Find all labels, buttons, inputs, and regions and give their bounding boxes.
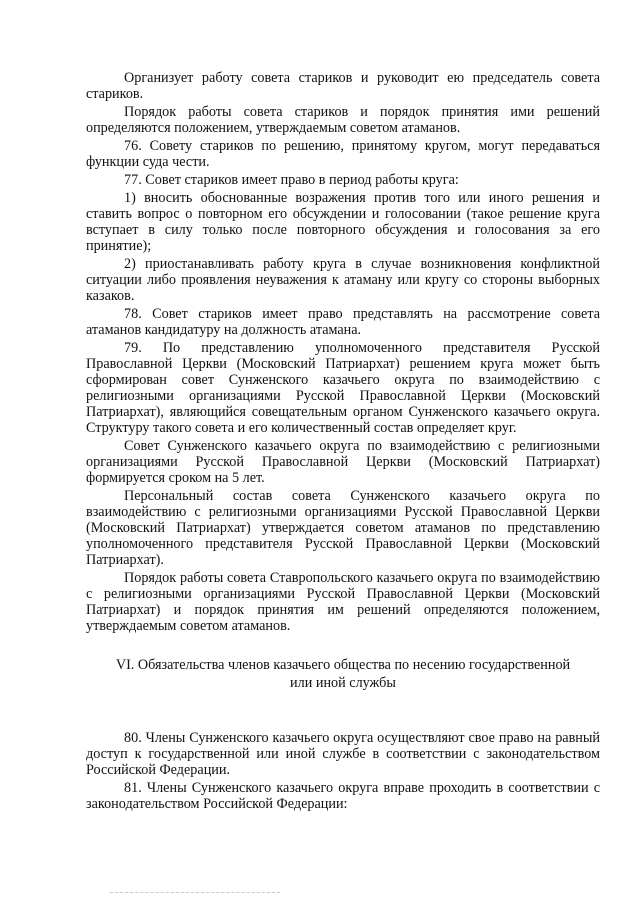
section-heading-line: VI. Обязательства членов казачьего общества по несению государственной bbox=[115, 657, 571, 673]
paragraph: 76. Совету стариков по решению, принятому кругом, могут передаваться функции суда чести. bbox=[86, 138, 600, 170]
paragraph: Порядок работы совета стариков и порядок принятия ими решений определяются положением, утверждаемым советом атаманов. bbox=[86, 104, 600, 136]
paragraph: 80. Члены Сунженского казачьего округа осуществляют свое право на равный доступ к государственной или иной службе в соответствии с законодательством Российской Федерации. bbox=[86, 730, 600, 778]
paragraph: 81. Члены Сунженского казачьего округа вправе проходить в соответствии с законодательством Российской Федерации: bbox=[86, 780, 600, 812]
paragraph: 77. Совет стариков имеет право в период работы круга: bbox=[124, 172, 459, 188]
document-body bbox=[86, 70, 600, 814]
paragraph: Порядок работы совета Ставропольского казачьего округа по взаимодействию с религиозными организациями Русской Православной Церкви (Московский Патриархат) и порядок принятия им решений определяются положением, утверждаемым советом атаманов. bbox=[86, 570, 600, 634]
paragraph: 1) вносить обоснованные возражения против того или иного решения и ставить вопрос о повторном его обсуждении и голосовании (такое решение круга вступает в силу только после повторного обсуждения и голосования за его принятие); bbox=[86, 190, 600, 254]
paragraph: Организует работу совета стариков и руководит ею председатель совета стариков. bbox=[86, 70, 600, 102]
paragraph: 2) приостанавливать работу круга в случае возникновения конфликтной ситуации либо проявления неуважения к атаману или кругу со стороны выборных казаков. bbox=[86, 256, 600, 304]
paragraph: 78. Совет стариков имеет право представлять на рассмотрение совета атаманов кандидатуру на должность атамана. bbox=[86, 306, 600, 338]
scan-artifact bbox=[110, 892, 280, 897]
paragraph: 79. По представлению уполномоченного представителя Русской Православной Церкви (Московский Патриархат) решением круга может быть сформирован совет Сунженского казачьего округа по взаимодействию с религиозными организациями Русской Православной Церкви (Московский Патриархат), являющийся совещательным органом Сунженского казачьего округа. Структуру такого совета и его количественный состав определяет круг. bbox=[86, 340, 600, 436]
paragraph: Персональный состав совета Сунженского казачьего округа по взаимодействию с религиозными организациями Русской Православной Церкви (Московский Патриархат) утверждается советом атаманов по представлению уполномоченного представителя Русской Православной Церкви (Московский Патриархат). bbox=[86, 488, 600, 568]
paragraph: Совет Сунженского казачьего округа по взаимодействию с религиозными организациями Русской Православной Церкви (Московский Патриархат) формируется сроком на 5 лет. bbox=[86, 438, 600, 486]
section-heading-line: или иной службы bbox=[290, 675, 396, 691]
section-heading bbox=[86, 656, 600, 692]
